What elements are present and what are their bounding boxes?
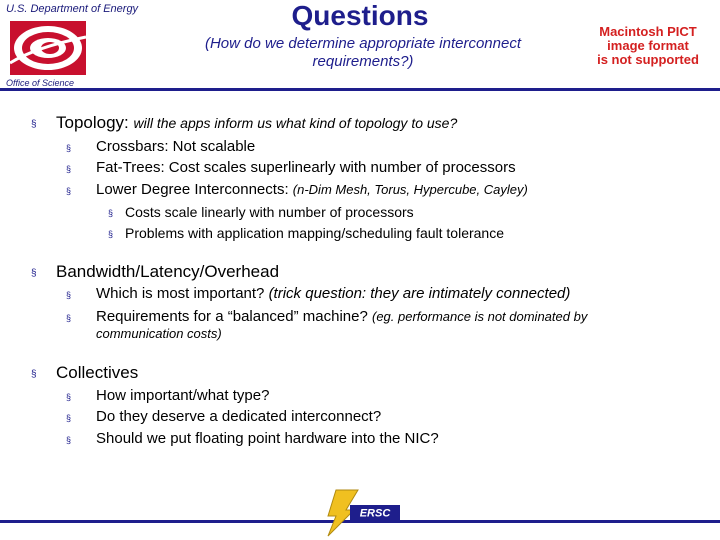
- bandwidth-item-1-label: Which is most important?: [96, 285, 269, 302]
- header-divider: [0, 88, 720, 91]
- doe-logo-icon: [6, 17, 90, 79]
- bullet-marker: §: [108, 208, 114, 218]
- bandwidth-label: Bandwidth/Latency/Overhead: [56, 262, 280, 281]
- bandwidth-item-1-note: (trick question: they are intimately connected): [268, 285, 571, 302]
- placeholder-line-2: image format: [607, 38, 689, 53]
- bullet-marker: §: [66, 413, 72, 423]
- bullet-marker: §: [66, 186, 72, 196]
- placeholder-line-3: is not supported: [597, 52, 699, 67]
- bullet-marker: §: [66, 313, 72, 323]
- bullet-marker: §: [108, 229, 114, 239]
- doe-label: U.S. Department of Energy: [6, 3, 139, 15]
- collectives-item-1: How important/what type?: [96, 387, 270, 404]
- collectives-item-2: Do they deserve a dedicated interconnect?: [96, 408, 382, 425]
- topology-label: Topology:: [56, 113, 134, 132]
- subtitle-line-1: (How do we determine appropriate interconnect: [204, 35, 521, 52]
- bandwidth-item-2: [96, 308, 587, 326]
- subtitle-line-2: requirements?): [312, 53, 414, 70]
- topology-item-3-note: (n-Dim Mesh, Torus, Hypercube, Cayley): [292, 182, 528, 197]
- nersc-logo-text: ERSC: [359, 507, 391, 520]
- bandwidth-item-1: [96, 285, 570, 303]
- image-placeholder: [586, 25, 710, 67]
- topology-item-3-label: Lower Degree Interconnects:: [96, 181, 293, 198]
- topology-item: [56, 113, 457, 133]
- bullet-marker: §: [31, 268, 37, 279]
- office-label: Office of Science: [6, 78, 75, 88]
- placeholder-line-1: Macintosh PICT: [599, 24, 697, 39]
- bandwidth-item-2-label: Requirements for a “balanced” machine?: [96, 308, 372, 325]
- bullet-marker: §: [66, 392, 72, 402]
- bullet-marker: §: [66, 143, 72, 153]
- topology-question: will the apps inform us what kind of topology to use?: [133, 115, 458, 131]
- bandwidth-item-2-note: (eg. performance is not dominated by: [371, 309, 588, 324]
- page-title: Questions: [291, 0, 429, 31]
- bullet-marker: §: [31, 119, 37, 130]
- topology-subitem-2: Problems with application mapping/scheduling fault tolerance: [125, 225, 504, 241]
- collectives-item-3: Should we put floating point hardware into the NIC?: [96, 430, 439, 447]
- collectives-label: Collectives: [56, 363, 139, 382]
- bullet-marker: §: [31, 369, 37, 380]
- nersc-logo-icon: [310, 488, 402, 538]
- bandwidth-item-2-note-cont: communication costs): [96, 326, 222, 341]
- topology-item-2: Fat-Trees: Cost scales superlinearly with number of processors: [96, 159, 516, 176]
- topology-item-3: [96, 181, 528, 199]
- bullet-marker: §: [66, 290, 72, 300]
- bullet-marker: §: [66, 164, 72, 174]
- bullet-marker: §: [66, 435, 72, 445]
- page-subtitle: [140, 35, 586, 71]
- topology-subitem-1: Costs scale linearly with number of processors: [125, 204, 414, 220]
- topology-item-1: Crossbars: Not scalable: [96, 138, 256, 155]
